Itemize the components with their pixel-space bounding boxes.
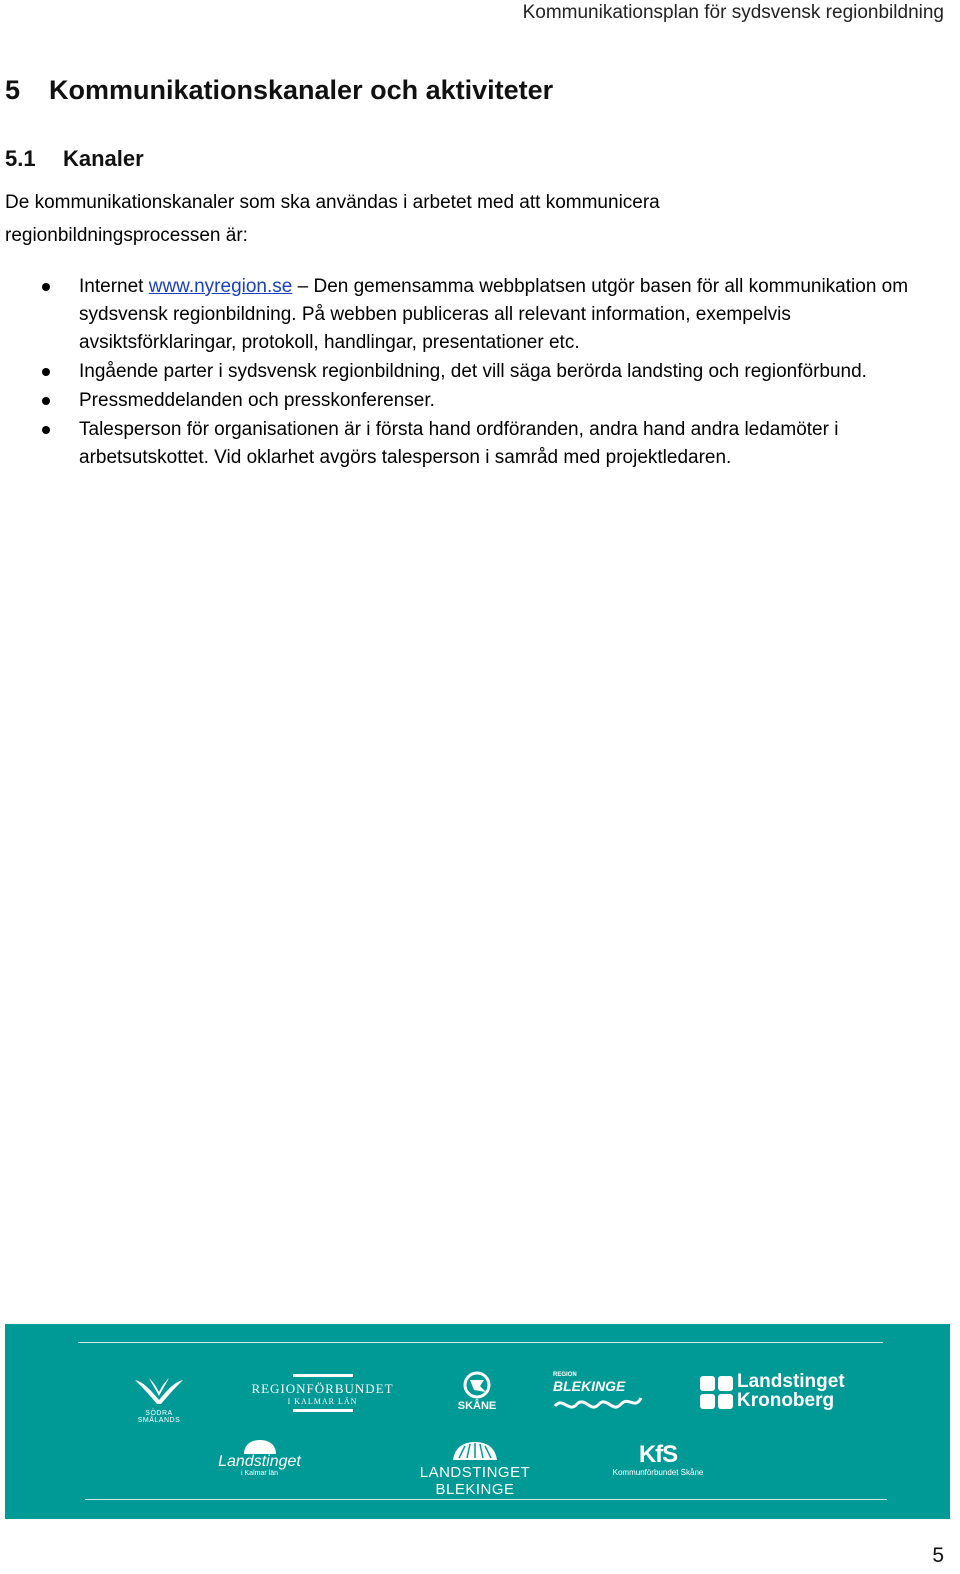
skane-logo-text: SKÅNE xyxy=(457,1400,497,1412)
logo-rule xyxy=(293,1374,353,1377)
bullet-icon xyxy=(42,397,50,405)
kalmar-landsting-line2: i Kalmar län xyxy=(241,1470,278,1477)
dome-icon xyxy=(242,1440,278,1454)
regionforbundet-kalmar-logo xyxy=(245,1374,400,1412)
list-item-text: – Den gemensamma webbplatsen utgör basen för all kommunikation om sydsvensk regionbildning. På webben publiceras all relevant information, exempelvis avsiktsförklaringar, protokoll, handlingar, presentationer etc. xyxy=(79,276,909,353)
nyregion-link[interactable]: www.nyregion.se xyxy=(148,276,293,297)
region-blekinge-small-text: REGION xyxy=(553,1372,577,1378)
bullet-icon xyxy=(42,368,50,376)
list-item xyxy=(0,387,950,415)
kronoberg-line2: Kronoberg xyxy=(737,1390,835,1411)
sodra-smaland-logo-text: SÖDRA SMÅLANDS xyxy=(137,1410,181,1424)
kommunforbundet-skane-logo xyxy=(608,1442,708,1477)
partner-logo-band xyxy=(5,1324,950,1519)
page-number: 5 xyxy=(932,1544,944,1567)
section-number: 5 xyxy=(5,75,21,105)
region-blekinge-text: BLEKINGE xyxy=(553,1378,626,1394)
footer-divider-top xyxy=(78,1342,883,1343)
regionforbundet-subtitle: I KALMAR LÄN xyxy=(287,1397,358,1406)
shell-icon xyxy=(451,1440,499,1464)
footer-divider-bottom xyxy=(85,1499,887,1500)
kronoberg-line1: Landstinget xyxy=(737,1371,845,1392)
list-item xyxy=(0,416,950,472)
section-heading xyxy=(5,75,553,106)
landstinget-kalmar-logo xyxy=(217,1440,302,1477)
list-item-text: Ingående parter i sydsvensk regionbildning, det vill säga berörda landsting och regionförbund. xyxy=(79,361,867,382)
bullet-icon xyxy=(42,283,50,291)
regionforbundet-name: REGIONFÖRBUNDET xyxy=(251,1381,394,1396)
section-title: Kommunikationskanaler och aktiviteter xyxy=(49,75,554,105)
kronoberg-blocks-icon xyxy=(700,1374,734,1410)
running-header: Kommunikationsplan för sydsvensk regionbildning xyxy=(522,2,944,23)
kommunforbundet-skane-text: Kommunförbundet Skåne xyxy=(612,1468,704,1477)
list-item-text: Talesperson för organisationen är i första hand ordföranden, andra hand andra ledamöter i arbetsutskottet. Vid oklarhet avgörs talesperson i samråd med projektledaren. xyxy=(79,419,839,468)
region-blekinge-logo xyxy=(553,1372,648,1414)
subsection-number: 5.1 xyxy=(5,146,36,171)
logo-rule xyxy=(293,1409,353,1412)
kronoberg-logo-text xyxy=(737,1372,845,1410)
sodra-smaland-logo xyxy=(125,1374,193,1424)
skane-griffin-icon xyxy=(460,1370,494,1400)
channel-list xyxy=(0,273,950,473)
landstinget-blekinge-logo xyxy=(385,1440,565,1498)
kalmar-landsting-line1: Landstinget xyxy=(218,1453,301,1470)
sodra-smaland-logo-icon xyxy=(131,1374,187,1408)
list-item xyxy=(0,358,950,386)
list-item-text: Pressmeddelanden och presskonferenser. xyxy=(79,390,435,411)
region-skane-logo xyxy=(453,1370,501,1412)
bullet-icon xyxy=(42,426,50,434)
subsection-heading xyxy=(5,146,144,172)
intro-paragraph: De kommunikationskanaler som ska användas i arbetet med att kommunicera regionbildningsprocessen är: xyxy=(5,192,660,246)
wave-icon xyxy=(553,1394,643,1414)
landsting-blekinge-text: LANDSTINGET BLEKINGE xyxy=(419,1464,531,1498)
subsection-title: Kanaler xyxy=(63,146,144,171)
list-item xyxy=(0,273,950,357)
kfs-mark: KfS xyxy=(638,1441,678,1468)
list-item-prefix: Internet xyxy=(79,276,149,297)
